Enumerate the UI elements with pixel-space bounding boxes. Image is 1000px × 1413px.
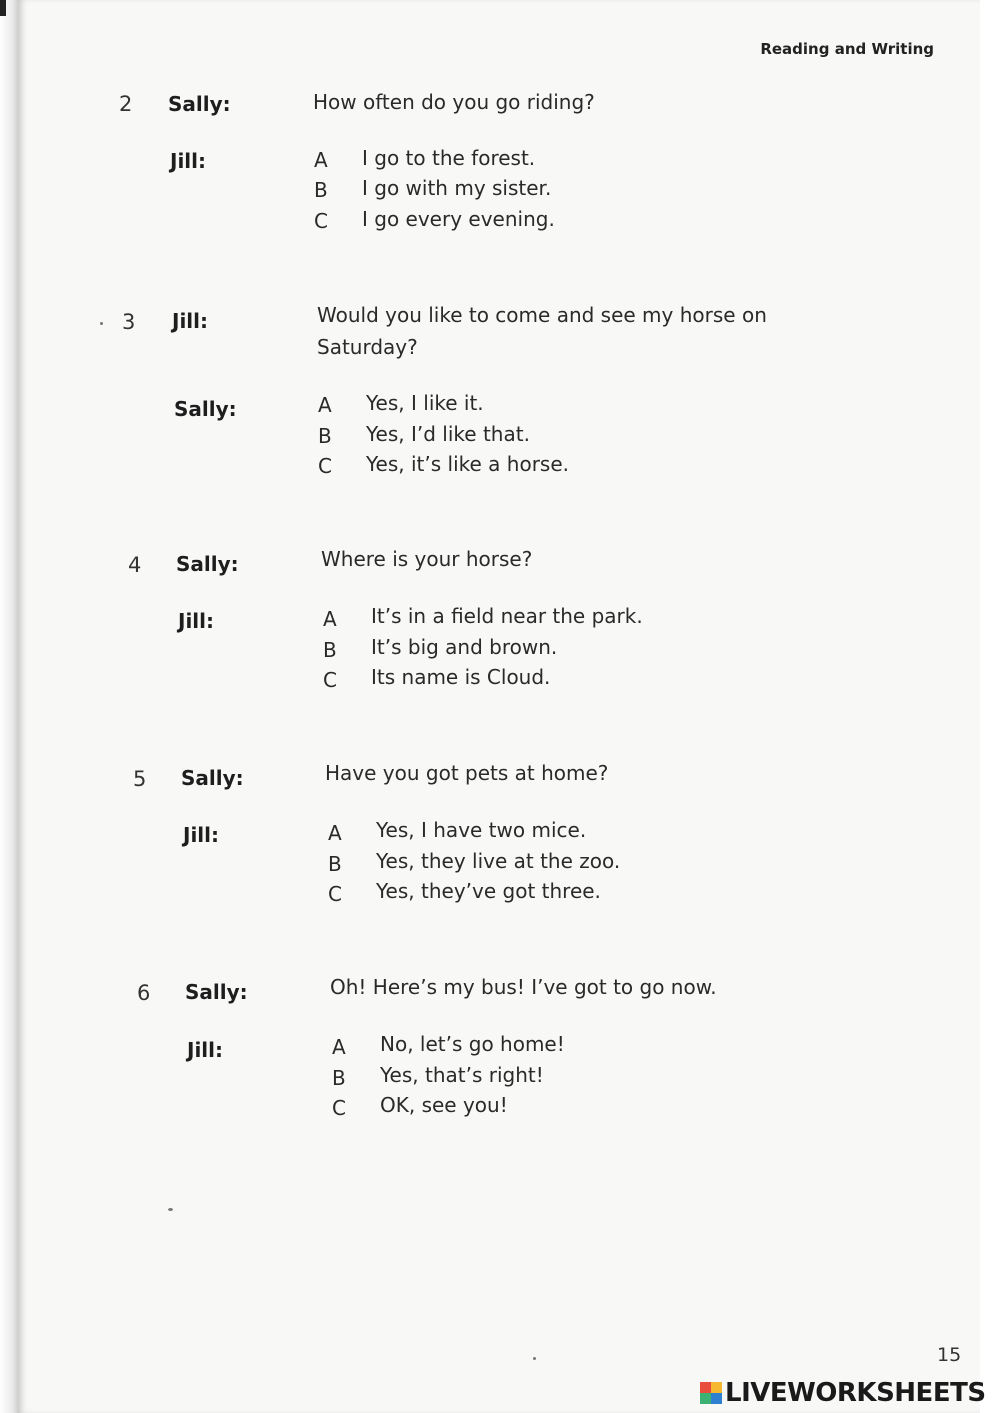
question-prompt: Have you got pets at home?: [325, 761, 609, 785]
option-text[interactable]: It’s big and brown.: [371, 635, 558, 659]
scan-speck: [533, 1357, 536, 1360]
option-letter: C: [318, 454, 332, 478]
question-number: 3: [122, 310, 136, 334]
option-text[interactable]: I go every evening.: [362, 207, 555, 231]
liveworksheets-grid-icon: [700, 1382, 722, 1404]
responder-label: Jill:: [170, 149, 207, 173]
option-letter: C: [314, 209, 328, 233]
option-text[interactable]: Yes, it’s like a horse.: [366, 452, 570, 476]
option-text[interactable]: Yes, that’s right!: [380, 1063, 544, 1087]
option-text[interactable]: Yes, I’d like that.: [366, 422, 530, 446]
logo-square-green: [700, 1393, 711, 1404]
option-letter: A: [314, 148, 328, 172]
option-text[interactable]: Yes, I like it.: [366, 391, 484, 415]
question-number: 5: [133, 767, 147, 791]
option-letter: B: [328, 852, 342, 876]
question-prompt-line-1: Would you like to come and see my horse on: [317, 303, 767, 327]
question-prompt: Oh! Here’s my bus! I’ve got to go now.: [330, 975, 717, 999]
section-header: Reading and Writing: [760, 40, 934, 58]
logo-text: LIVEWORKSHEETS: [725, 1378, 986, 1408]
option-text[interactable]: Its name is Cloud.: [371, 665, 551, 689]
option-letter: C: [328, 882, 342, 906]
speaker-label: Sally:: [185, 980, 248, 1004]
question-number: 2: [119, 92, 133, 116]
option-text[interactable]: Yes, they live at the zoo.: [376, 849, 621, 873]
option-text[interactable]: Yes, they’ve got three.: [376, 879, 601, 903]
option-text[interactable]: I go to the forest.: [362, 146, 536, 170]
question-prompt-line-2: Saturday?: [317, 335, 418, 359]
option-text[interactable]: OK, see you!: [380, 1093, 508, 1117]
question-number: 6: [137, 981, 151, 1005]
responder-label: Jill:: [178, 609, 215, 633]
speaker-label: Sally:: [176, 552, 239, 576]
logo-square-yellow: [711, 1382, 722, 1393]
option-text[interactable]: No, let’s go home!: [380, 1032, 565, 1056]
option-letter: C: [323, 668, 337, 692]
speaker-label: Sally:: [168, 92, 231, 116]
option-letter: A: [328, 821, 342, 845]
responder-label: Jill:: [183, 823, 220, 847]
scan-speck: [168, 1208, 173, 1211]
question-prompt: Where is your horse?: [321, 547, 533, 571]
page-number: 15: [937, 1344, 962, 1366]
logo-square-blue: [711, 1393, 722, 1404]
liveworksheets-logo[interactable]: [700, 1378, 986, 1408]
speaker-label: Jill:: [172, 309, 209, 333]
option-letter: C: [332, 1096, 346, 1120]
option-letter: B: [318, 424, 332, 448]
option-letter: A: [323, 607, 337, 631]
scan-corner-mark: [0, 0, 6, 16]
logo-square-red: [700, 1382, 711, 1393]
option-letter: B: [332, 1066, 346, 1090]
option-text[interactable]: I go with my sister.: [362, 176, 552, 200]
question-number: 4: [128, 553, 142, 577]
option-letter: B: [323, 638, 337, 662]
option-letter: A: [318, 393, 332, 417]
option-text[interactable]: It’s in a field near the park.: [371, 604, 643, 628]
scan-speck: [100, 322, 103, 325]
responder-label: Sally:: [174, 397, 237, 421]
page-binding-edge: [0, 0, 18, 1413]
responder-label: Jill:: [187, 1038, 224, 1062]
option-letter: A: [332, 1035, 346, 1059]
option-text[interactable]: Yes, I have two mice.: [376, 818, 587, 842]
speaker-label: Sally:: [181, 766, 244, 790]
question-prompt: How often do you go riding?: [313, 90, 595, 114]
option-letter: B: [314, 178, 328, 202]
